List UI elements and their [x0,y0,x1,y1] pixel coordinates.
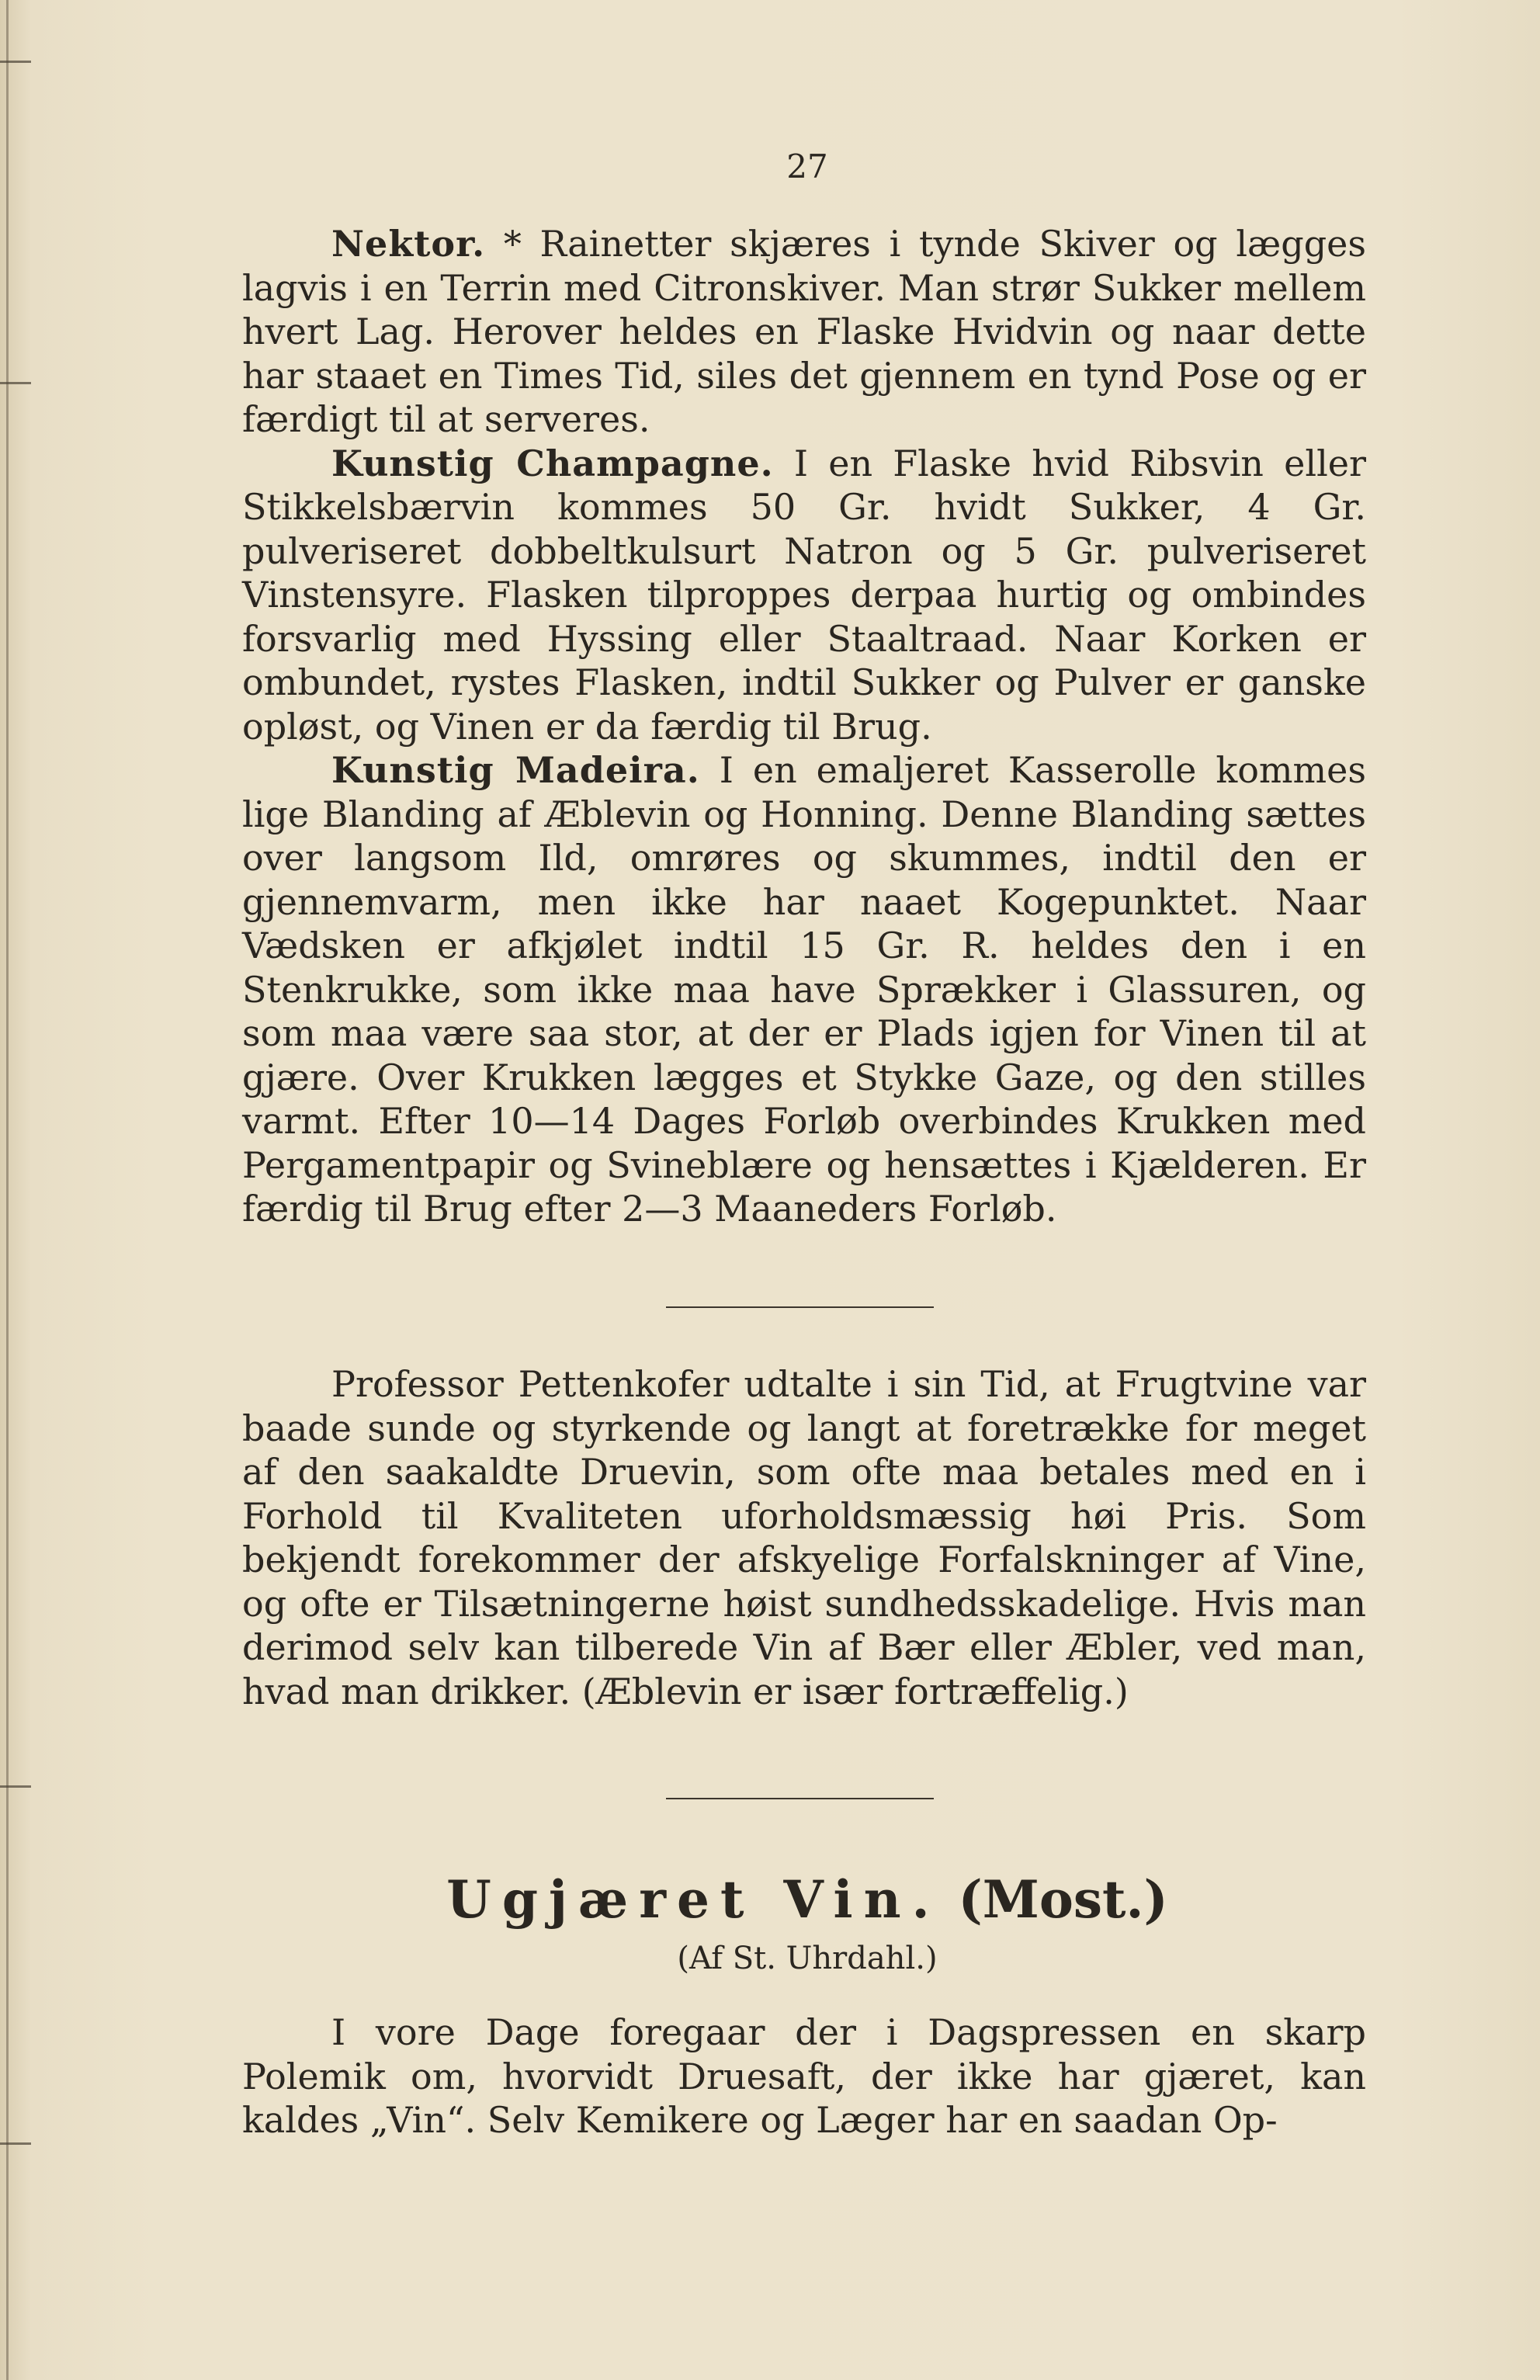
margin-mark [0,2142,31,2145]
section-divider [666,1798,934,1799]
recipes-section [242,222,1366,1231]
ugjaeret-vin-paragraph: I vore Dage foregaar der i Dagspressen en skarp Polemik om, hvorvidt Druesaft, der ikke har gjæret, kan kaldes „Vin“. Selv Kemikere og Læger har en saadan Op- [242,2011,1366,2141]
recipe-body: I en emaljeret Kasserolle kommes lige Blanding af Æblevin og Honning. Denne Blanding sættes over langsom Ild, omrøres og skummes, indtil den er gjennemvarm, men ikke har naaet Kogepunktet. Naar Vædsken er afkjølet indtil 15 Gr. R. heldes den i en Stenkrukke, som ikke maa have Sprækker i Glassuren, og som maa være saa stor, at der er Plads igjen for Vinen til at gjære. Over Krukken lægges et Stykke Gaze, og den stilles varmt. Efter 10—14 Dages Forløb overbindes Krukken med Pergamentpapir og Svineblære og hensættes i Kjælderen. Er færdig til Brug efter 2—3 Maaneders Forløb. [242,749,1366,1230]
recipe-kunstig-madeira [242,748,1366,1231]
recipe-title: Nektor. [331,223,486,265]
recipe-body: I en Flaske hvid Ribsvin eller Stikkelsbærvin kommes 50 Gr. hvidt Sukker, 4 Gr. pulveriseret dobbeltkulsurt Natron og 5 Gr. pulveriseret Vinstensyre. Flasken tilproppes derpaa hurtig og ombindes forsvarlig med Hyssing eller Staaltraad. Naar Korken er ombundet, rystes Flasken, indtil Sukker og Pulver er ganske opløst, og Vinen er da færdig til Brug. [242,442,1366,748]
recipe-nektor [242,222,1366,442]
section-heading [0,1869,1540,1930]
recipe-body: * Rainetter skjæres i tynde Skiver og lægges lagvis i en Terrin med Citronskiver. Man strør Sukker mellem hvert Lag. Herover heldes en Flaske Hvidvin og naar dette har staaet en Times Tid, siles det gjennem en tynd Pose og er færdigt til at serveres. [242,223,1366,440]
pettenkofer-paragraph: Professor Pettenkofer udtalte i sin Tid, at Frugtvine var baade sunde og styrkende og langt at foretrække for meget af den saakaldte Druevin, som ofte maa betales med en i Forhold til Kvaliteten uforholdsmæssig høi Pris. Som bekjendt forekommer der afskyelige Forfalskninger af Vine, og ofte er Tilsætningerne høist sundhedsskadelige. Hvis man derimod selv kan tilberede Vin af Bær eller Æbler, ved man, hvad man drikker. (Æblevin er især fortræffelig.) [242,1363,1366,1712]
section-divider [666,1306,934,1308]
margin-mark [0,61,31,63]
section-attribution: (Af St. Uhrdahl.) [677,1941,938,1976]
margin-mark [0,382,31,384]
recipe-title: Kunstig Madeira. [331,749,700,791]
heading-main: Ugjæret Vin. [446,1869,941,1930]
commentary-section [242,1362,1366,1713]
recipe-kunstig-champagne [242,442,1366,749]
margin-mark [0,1785,31,1788]
ugjaeret-vin-section [242,2011,1366,2142]
heading-paren: (Most.) [958,1869,1168,1930]
page-number: 27 [786,147,828,186]
page-gutter-edge [6,0,9,2380]
recipe-title: Kunstig Champagne. [331,442,774,484]
